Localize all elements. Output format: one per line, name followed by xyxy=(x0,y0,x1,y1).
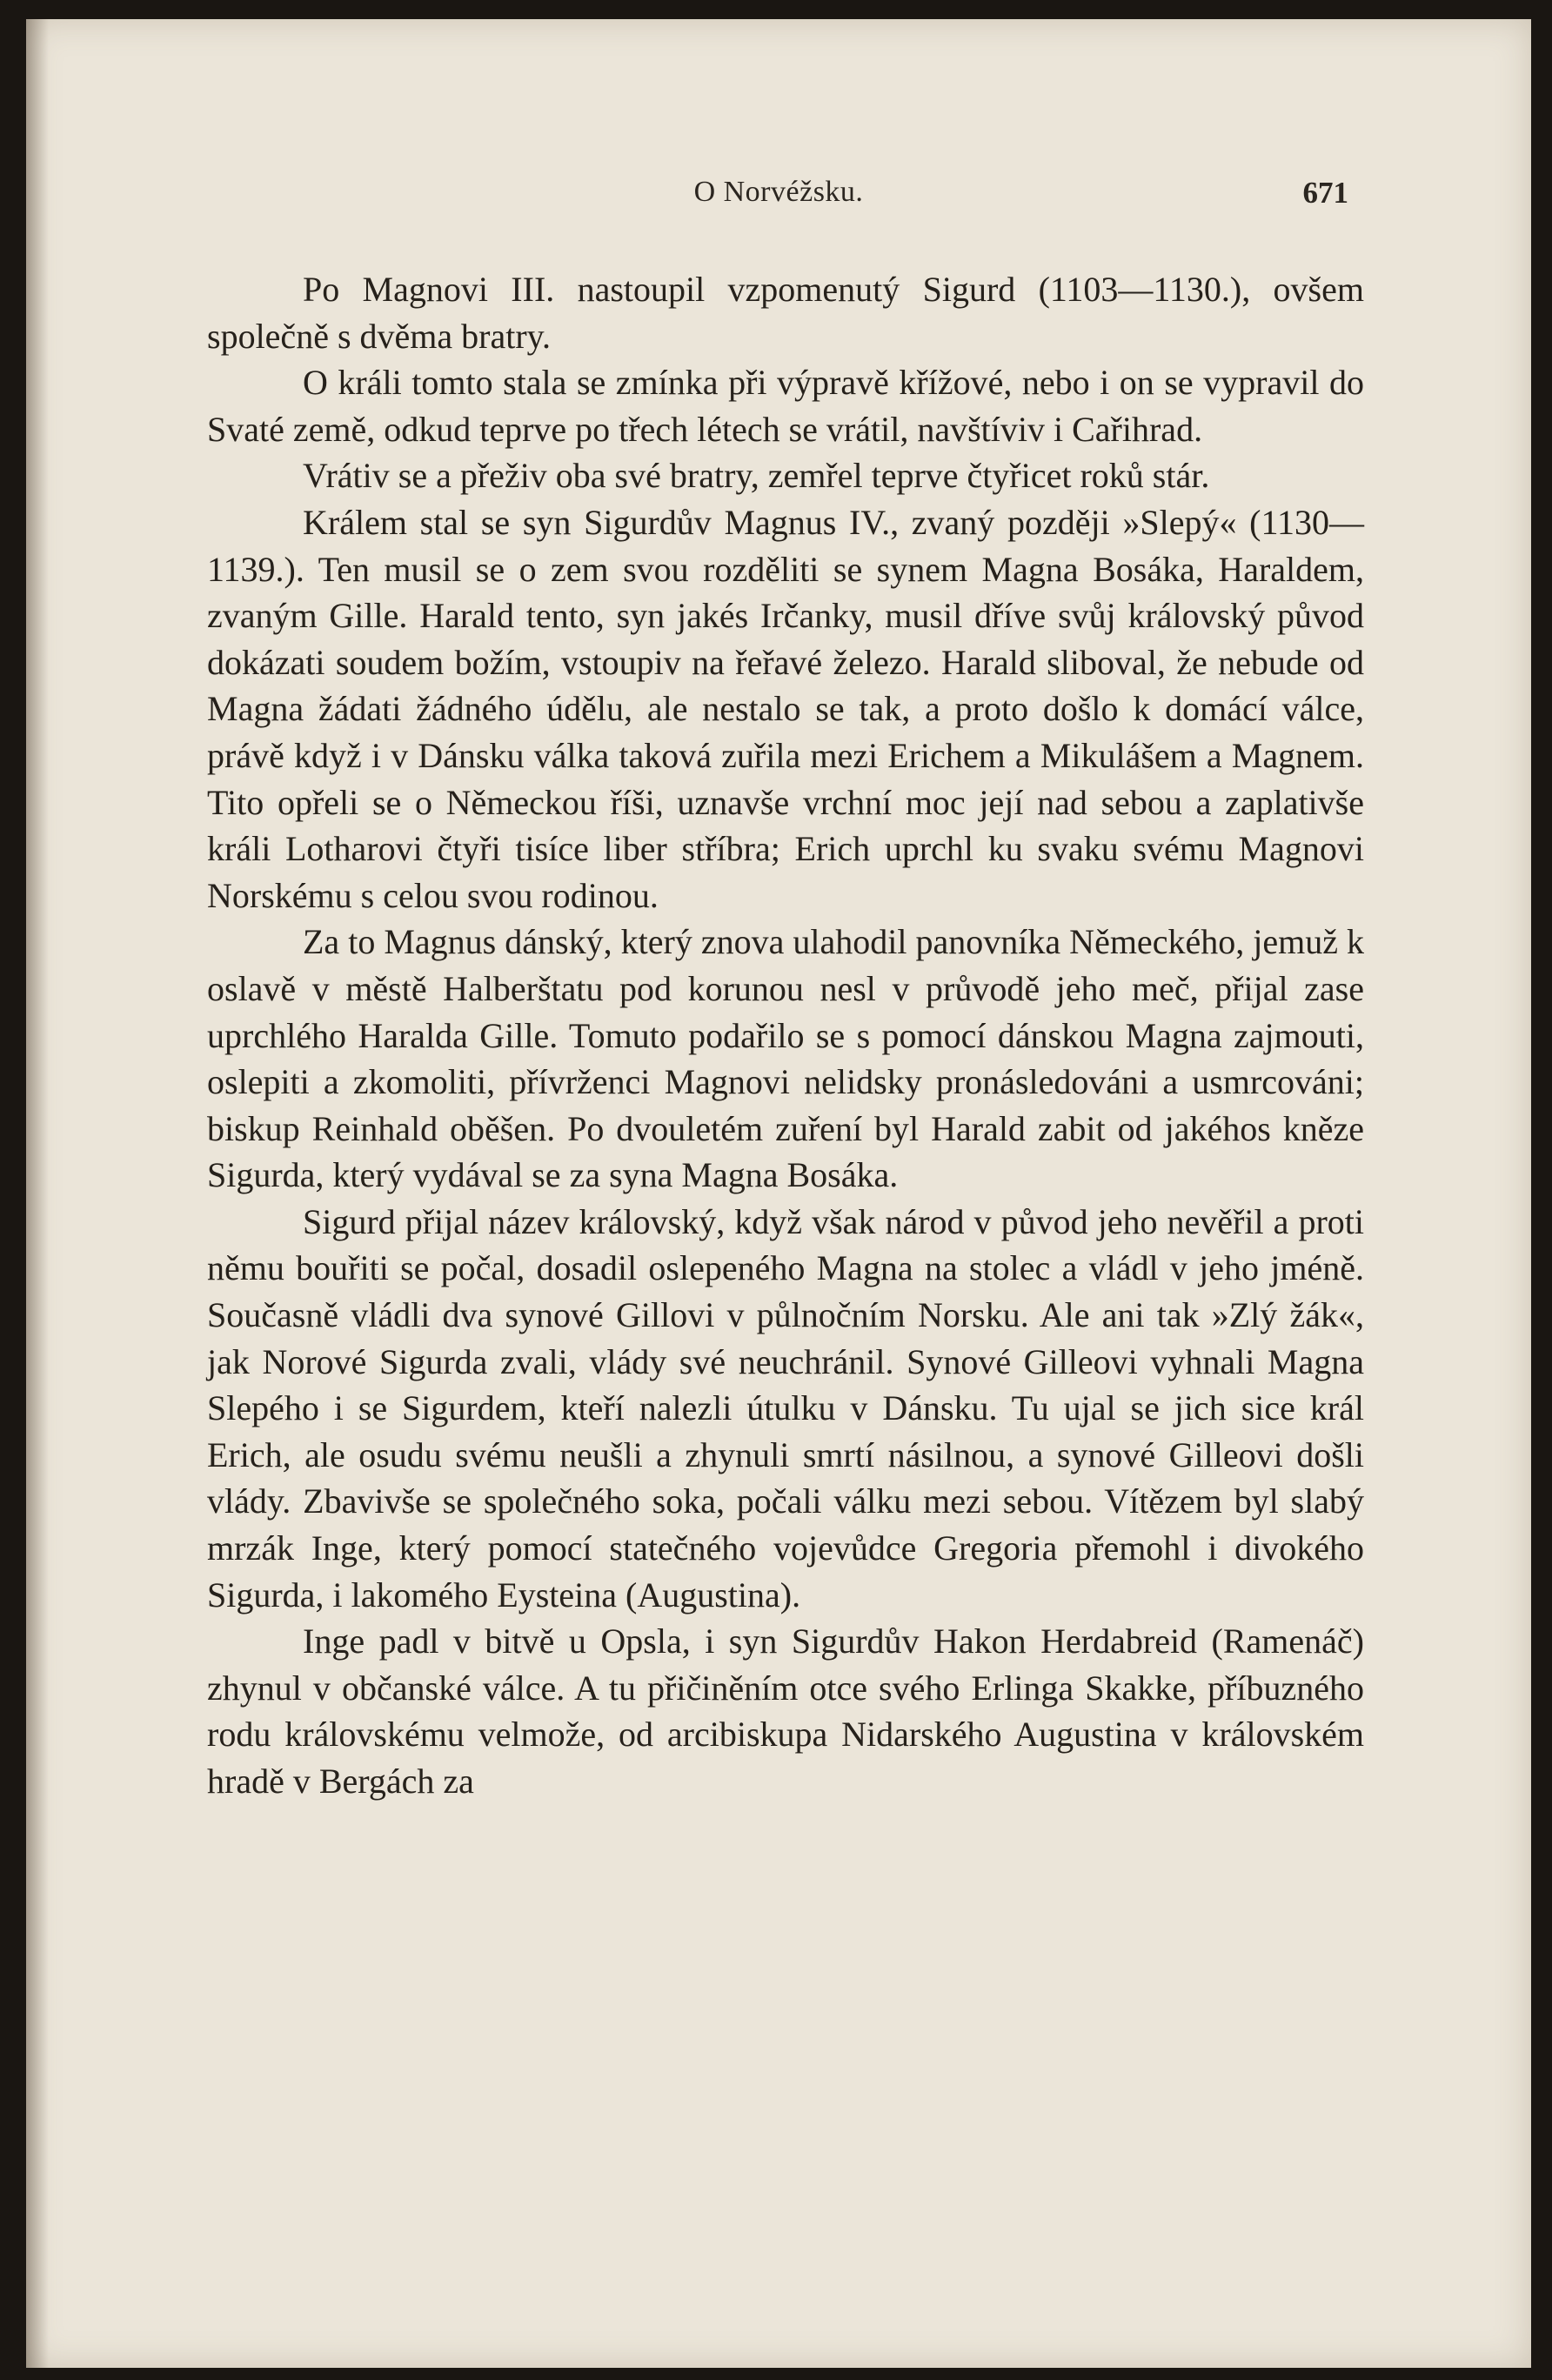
paragraph: Inge padl v bitvě u Opsla, i syn Sigurdův Hakon Herdabreid (Ramenáč) zhynul v občanské válce. A tu přičiněním otce svého Erlinga Skakke, příbuzného rodu královskému velmože, od arcibiskupa Nidarského Augustina v královském hradě v Bergách za xyxy=(207,1621,1364,1801)
paragraph: O králi tomto stala se zmínka při výpravě křížové, nebo i on se vypravil do Svaté země, odkud teprve po třech létech se vrátil, navštíviv i Cařihrad. xyxy=(207,363,1364,449)
page-number: 671 xyxy=(1302,176,1348,210)
paragraph: Za to Magnus dánský, který znova ulahodil panovníka Německého, jemuž k oslavě v městě Halberštatu pod korunou nesl v průvodě jeho meč, přijal zase uprchlého Haralda Gille. Tomuto podařilo se s pomocí dánskou Magna zajmouti, oslepiti a zkomoliti, přívrženci Magnovi nelidsky pronásledováni a usmrcováni; biskup Reinhald oběšen. Po dvouletém zuření byl Harald zabit od jakéhos kněze Sigurda, který vydával se za syna Magna Bosáka. xyxy=(207,922,1364,1195)
body-text xyxy=(207,266,1364,1805)
page-header xyxy=(209,176,1348,219)
paragraph: Vrátiv se a přeživ oba své bratry, zemřel teprve čtyřicet roků stár. xyxy=(303,456,1210,496)
paragraph: Králem stal se syn Sigurdův Magnus IV., zvaný později »Slepý« (1130—1139.). Ten musil se o zem svou rozděliti se synem Magna Bosáka, Haraldem, zvaným Gille. Harald tento, syn jakés Irčanky, musil dříve svůj královský původ dokázati soudem božím, vstoupiv na řeřavé železo. Harald sliboval, že nebude od Magna žádati žádného údělu, ale nestalo se tak, a proto došlo k domácí válce, právě když i v Dánsku válka taková zuřila mezi Erichem a Mikulášem a Magnem. Tito opřeli se o Německou říši, uznavše vrchní moc její nad sebou a zaplativše králi Lotharovi čtyři tisíce liber stříbra; Erich uprchl ku svaku svému Magnovi Norskému s celou svou rodinou. xyxy=(207,502,1364,915)
running-title: O Norvéžsku. xyxy=(693,176,864,208)
book-page xyxy=(26,19,1531,2368)
paragraph: Sigurd přijal název královský, když však národ v původ jeho nevěřil a proti němu bouřiti se počal, dosadil oslepeného Magna na stolec a vládl v jeho jméně. Současně vládli dva synové Gillovi v půlnočním Norsku. Ale ani tak »Zlý žák«, jak Norové Sigurda zvali, vlády své neuchránil. Synové Gilleovi vyhnali Magna Slepého i se Sigurdem, kteří nalezli útulku v Dánsku. Tu ujal se jich sice král Erich, ale osudu svému neušli a zhynuli smrtí násilnou, a synové Gilleovi došli vlády. Zbavivše se společného soka, počali válku mezi sebou. Vítězem byl slabý mrzák Inge, který pomocí statečného vojevůdce Gregoria přemohl i divokého Sigurda, i lakomého Eysteina (Augustina). xyxy=(207,1201,1364,1615)
paragraph: Po Magnovi III. nastoupil vzpomenutý Sigurd (1103—1130.), ovšem společně s dvěma bratry. xyxy=(207,270,1364,356)
